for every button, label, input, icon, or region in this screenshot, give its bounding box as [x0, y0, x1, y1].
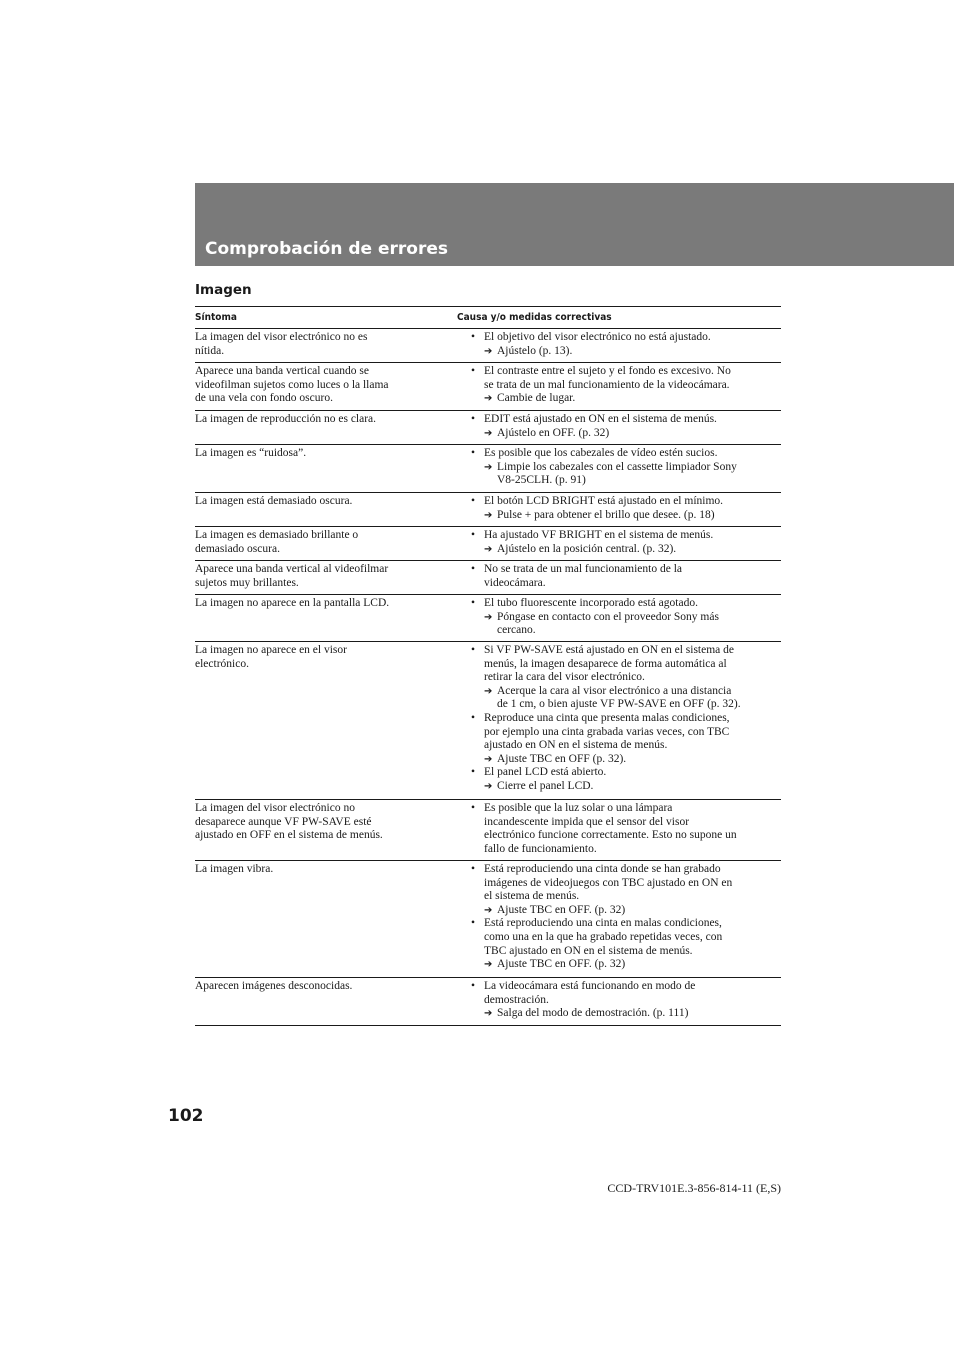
cause-line: Acerque la cara al visor electrónico a una distancia [497, 684, 732, 697]
cause-line: No se trata de un mal funcionamiento de la [484, 563, 682, 575]
table-row [195, 642, 781, 800]
symptom-cell [195, 980, 457, 1025]
cause-bullet [457, 980, 781, 1007]
table-row [195, 329, 781, 363]
remedy-item [457, 509, 781, 523]
cause-line: El objetivo del visor electrónico no está ajustado. [484, 331, 711, 343]
bullet-icon: • [471, 413, 476, 425]
bullet-icon: • [471, 447, 476, 459]
cause-line: La videocámara está funcionando en modo de [484, 980, 696, 992]
cause-line: Ajuste TBC en OFF (p. 32). [497, 752, 627, 765]
troubleshooting-table [195, 306, 781, 1026]
table-body [195, 329, 781, 1026]
table-row [195, 595, 781, 642]
cause-bullet [457, 863, 781, 904]
remedy-item [457, 345, 781, 359]
bullet-icon: • [471, 331, 476, 343]
cause-line: Pulse + para obtener el brillo que desee. (p. 18) [497, 508, 715, 521]
cause-line: Salga del modo de demostración. (p. 111) [497, 1007, 689, 1020]
remedy-item [457, 461, 781, 488]
table-row [195, 411, 781, 445]
page-title: Comprobación de errores [205, 239, 448, 259]
bullet-icon: • [471, 529, 476, 541]
cause-line: TBC ajustado en ON en el sistema de menús. [484, 944, 693, 957]
cause-line: demostración. [484, 993, 549, 1006]
cause-line: imágenes de videojuegos con TBC ajustado en ON en [484, 876, 733, 889]
bullet-icon: • [471, 495, 476, 507]
symptom-line: La imagen del visor electrónico no [195, 802, 355, 814]
table-row [195, 527, 781, 561]
cause-line: Está reproduciendo una cinta en malas condiciones, [484, 917, 722, 930]
bullet-icon: • [471, 711, 476, 724]
symptom-line: La imagen del visor electrónico no es [195, 331, 368, 343]
cause-line: Cambie de lugar. [497, 392, 576, 405]
remedy-item [457, 1007, 781, 1021]
cause-cell [457, 863, 781, 977]
arrow-right-icon: ➔ [484, 509, 493, 521]
symptom-line: La imagen es demasiado brillante o [195, 529, 359, 541]
cause-bullet [457, 447, 781, 461]
page-number: 102 [168, 1106, 204, 1126]
cause-line: como una en la que ha grabado repetidas veces, con [484, 930, 723, 943]
table-row [195, 445, 781, 493]
cause-bullet [457, 766, 781, 780]
cause-line: Si VF PW-SAVE está ajustado en ON en el sistema de [484, 644, 734, 656]
symptom-cell [195, 802, 457, 860]
symptom-line: La imagen es “ruidosa”. [195, 447, 307, 459]
cause-line: ajustado en ON en el sistema de menús. [484, 739, 668, 752]
cause-line: Ajústelo en OFF. (p. 32) [497, 426, 610, 439]
remedy-item [457, 427, 781, 441]
symptom-line: ajustado en OFF en el sistema de menús. [195, 829, 383, 842]
remedy-item [457, 958, 781, 972]
table-row [195, 363, 781, 411]
table-row [195, 800, 781, 861]
arrow-right-icon: ➔ [484, 904, 493, 916]
cause-line: El tubo fluorescente incorporado está agotado. [484, 597, 698, 609]
symptom-cell [195, 413, 457, 444]
cause-line: El botón LCD BRIGHT está ajustado en el mínimo. [484, 495, 724, 507]
symptom-line: La imagen vibra. [195, 863, 274, 875]
arrow-right-icon: ➔ [484, 543, 493, 555]
symptom-line: La imagen está demasiado oscura. [195, 495, 353, 507]
cause-line: Ajuste TBC en OFF. (p. 32) [497, 903, 626, 916]
cause-line: Limpie los cabezales con el cassette limpiador Sony [497, 460, 737, 473]
cause-line: Ha ajustado VF BRIGHT en el sistema de menús. [484, 529, 714, 541]
symptom-line: Aparece una banda vertical al videofilmar [195, 563, 389, 575]
cause-bullet [457, 495, 781, 509]
arrow-right-icon: ➔ [484, 345, 493, 357]
bullet-icon: • [471, 644, 476, 656]
arrow-right-icon: ➔ [484, 753, 493, 765]
cause-line: EDIT está ajustado en ON en el sistema de menús. [484, 413, 717, 425]
document-code: CCD-TRV101E.3-856-814-11 (E,S) [607, 1181, 781, 1195]
cause-bullet [457, 917, 781, 958]
table-row [195, 978, 781, 1026]
symptom-line: demasiado oscura. [195, 542, 280, 555]
cause-cell [457, 644, 781, 799]
cause-cell [457, 597, 781, 641]
cause-line: se trata de un mal funcionamiento de la videocámara. [484, 378, 730, 391]
cause-line: V8-25CLH. (p. 91) [497, 474, 586, 487]
cause-line: Ajuste TBC en OFF. (p. 32) [497, 958, 626, 971]
arrow-right-icon: ➔ [484, 461, 493, 473]
arrow-right-icon: ➔ [484, 393, 493, 405]
symptom-line: electrónico. [195, 657, 249, 670]
cause-line: Póngase en contacto con el proveedor Sony más [497, 610, 719, 623]
cause-line: cercano. [497, 624, 536, 637]
symptom-line: nítida. [195, 344, 225, 357]
arrow-right-icon: ➔ [484, 1008, 493, 1020]
cause-line: Ajústelo en la posición central. (p. 32). [497, 542, 677, 555]
cause-line: videocámara. [484, 576, 546, 589]
cause-bullet [457, 529, 781, 543]
symptom-cell [195, 447, 457, 492]
symptom-cell [195, 597, 457, 641]
section-title: Imagen [195, 282, 252, 298]
bullet-icon: • [471, 863, 476, 875]
bullet-icon: • [471, 917, 476, 930]
table-row [195, 493, 781, 527]
symptom-cell [195, 563, 457, 594]
symptom-cell [195, 331, 457, 362]
remedy-item [457, 753, 781, 767]
remedy-item [457, 685, 781, 712]
cause-line: Ajústelo (p. 13). [497, 344, 573, 357]
remedy-item [457, 780, 781, 794]
column-header-symptom: Síntoma [195, 312, 237, 323]
bullet-icon: • [471, 980, 476, 992]
cause-cell [457, 365, 781, 410]
symptom-line: de una vela con fondo oscuro. [195, 392, 333, 405]
arrow-right-icon: ➔ [484, 959, 493, 971]
cause-bullet [457, 413, 781, 427]
cause-cell [457, 447, 781, 492]
symptom-cell [195, 495, 457, 526]
symptom-line: La imagen no aparece en el visor [195, 644, 347, 656]
bullet-icon: • [471, 365, 476, 377]
cause-cell [457, 413, 781, 444]
bullet-icon: • [471, 563, 476, 575]
arrow-right-icon: ➔ [484, 427, 493, 439]
cause-line: por ejemplo una cinta grabada varias veces, con TBC [484, 725, 730, 738]
bullet-icon: • [471, 802, 476, 814]
cause-cell [457, 980, 781, 1025]
symptom-line: Aparece una banda vertical cuando se [195, 365, 370, 377]
cause-bullet [457, 563, 781, 590]
symptom-line: La imagen de reproducción no es clara. [195, 413, 377, 425]
bullet-icon: • [471, 766, 476, 779]
table-header [195, 307, 781, 329]
symptom-line: La imagen no aparece en la pantalla LCD. [195, 597, 390, 609]
cause-cell [457, 802, 781, 860]
arrow-right-icon: ➔ [484, 685, 493, 697]
cause-bullet [457, 597, 781, 611]
table-row [195, 861, 781, 978]
cause-line: menús, la imagen desaparece de forma automática al [484, 657, 727, 670]
symptom-line: sujetos muy brillantes. [195, 576, 299, 589]
cause-bullet [457, 644, 781, 685]
cause-line: el sistema de menús. [484, 890, 580, 903]
remedy-item [457, 611, 781, 638]
remedy-item [457, 904, 781, 918]
cause-bullet [457, 365, 781, 392]
arrow-right-icon: ➔ [484, 611, 493, 623]
cause-cell [457, 563, 781, 594]
cause-line: El panel LCD está abierto. [484, 766, 607, 779]
cause-line: electrónico funcione correctamente. Esto no supone un [484, 829, 737, 842]
cause-line: Cierre el panel LCD. [497, 779, 594, 792]
cause-bullet [457, 712, 781, 753]
cause-cell [457, 529, 781, 560]
cause-line: incandescente impida que el sensor del visor [484, 815, 690, 828]
cause-line: El contraste entre el sujeto y el fondo es excesivo. No [484, 365, 731, 377]
cause-line: de 1 cm, o bien ajuste VF PW-SAVE en OFF (p. 32). [497, 698, 741, 711]
table-row [195, 561, 781, 595]
symptom-cell [195, 365, 457, 410]
cause-line: Está reproduciendo una cinta donde se han grabado [484, 863, 721, 875]
arrow-right-icon: ➔ [484, 780, 493, 792]
remedy-item [457, 392, 781, 406]
cause-cell [457, 331, 781, 362]
symptom-cell [195, 863, 457, 977]
cause-line: fallo de funcionamiento. [484, 842, 597, 855]
symptom-line: videofilman sujetos como luces o la llama [195, 378, 389, 391]
column-header-cause: Causa y/o medidas correctivas [457, 312, 612, 323]
symptom-cell [195, 644, 457, 799]
symptom-line: desaparece aunque VF PW-SAVE esté [195, 815, 372, 828]
bullet-icon: • [471, 597, 476, 609]
cause-bullet [457, 331, 781, 345]
cause-line: Es posible que la luz solar o una lámpara [484, 802, 673, 814]
cause-line: retirar la cara del visor electrónico. [484, 671, 645, 684]
cause-bullet [457, 802, 781, 856]
cause-line: Es posible que los cabezales de vídeo estén sucios. [484, 447, 718, 459]
remedy-item [457, 543, 781, 557]
cause-line: Reproduce una cinta que presenta malas condiciones, [484, 711, 730, 724]
symptom-cell [195, 529, 457, 560]
symptom-line: Aparecen imágenes desconocidas. [195, 980, 353, 992]
cause-cell [457, 495, 781, 526]
header-band [195, 183, 954, 266]
